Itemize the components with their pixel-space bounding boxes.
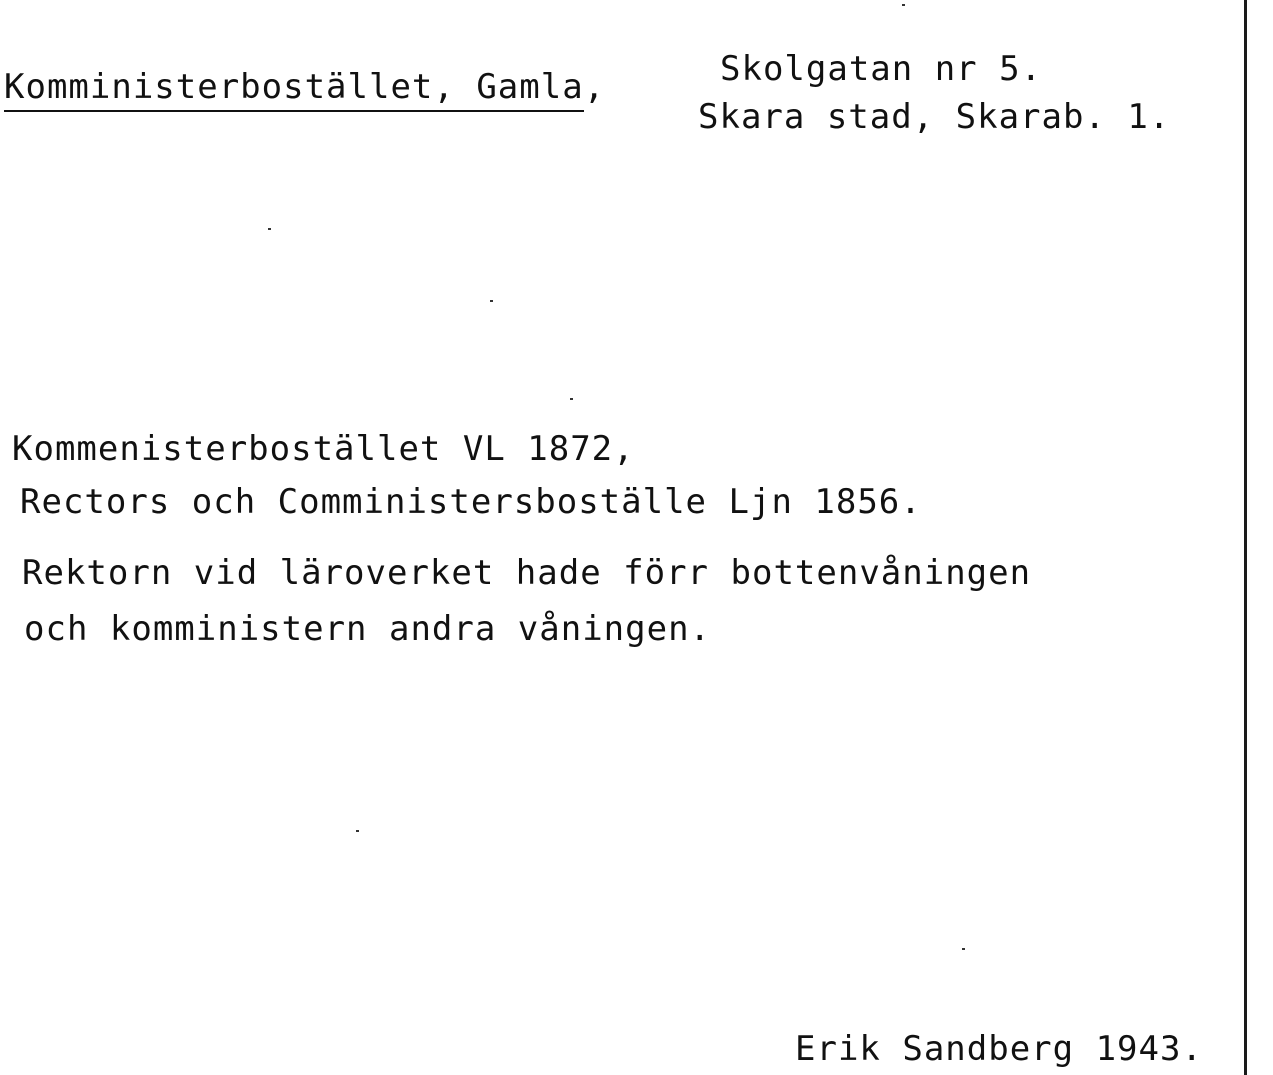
body-line-1: Kommenisterbostället VL 1872,	[12, 429, 635, 469]
heading-name: Komministerbostället, Gamla	[4, 67, 584, 112]
paper-speck	[268, 228, 271, 230]
body-line-4: och komministern andra våningen.	[24, 609, 712, 649]
heading-place: Skara stad, Skarab. 1.	[698, 97, 1171, 137]
paper-speck	[356, 830, 359, 832]
body-line-2: Rectors och Comministersboställe Ljn 1856.	[20, 482, 922, 522]
paper-speck	[902, 4, 905, 6]
card-edge-line	[1244, 0, 1247, 1075]
signature: Erik Sandberg 1943.	[795, 1029, 1203, 1069]
body-line-3: Rektorn vid läroverket hade förr bottenvåningen	[22, 553, 1032, 593]
paper-speck	[490, 300, 493, 302]
paper-speck	[570, 398, 573, 400]
heading-separator: ,	[583, 67, 606, 107]
card-heading	[4, 67, 606, 107]
heading-address: Skolgatan nr 5.	[720, 49, 1043, 89]
paper-speck	[962, 948, 965, 950]
